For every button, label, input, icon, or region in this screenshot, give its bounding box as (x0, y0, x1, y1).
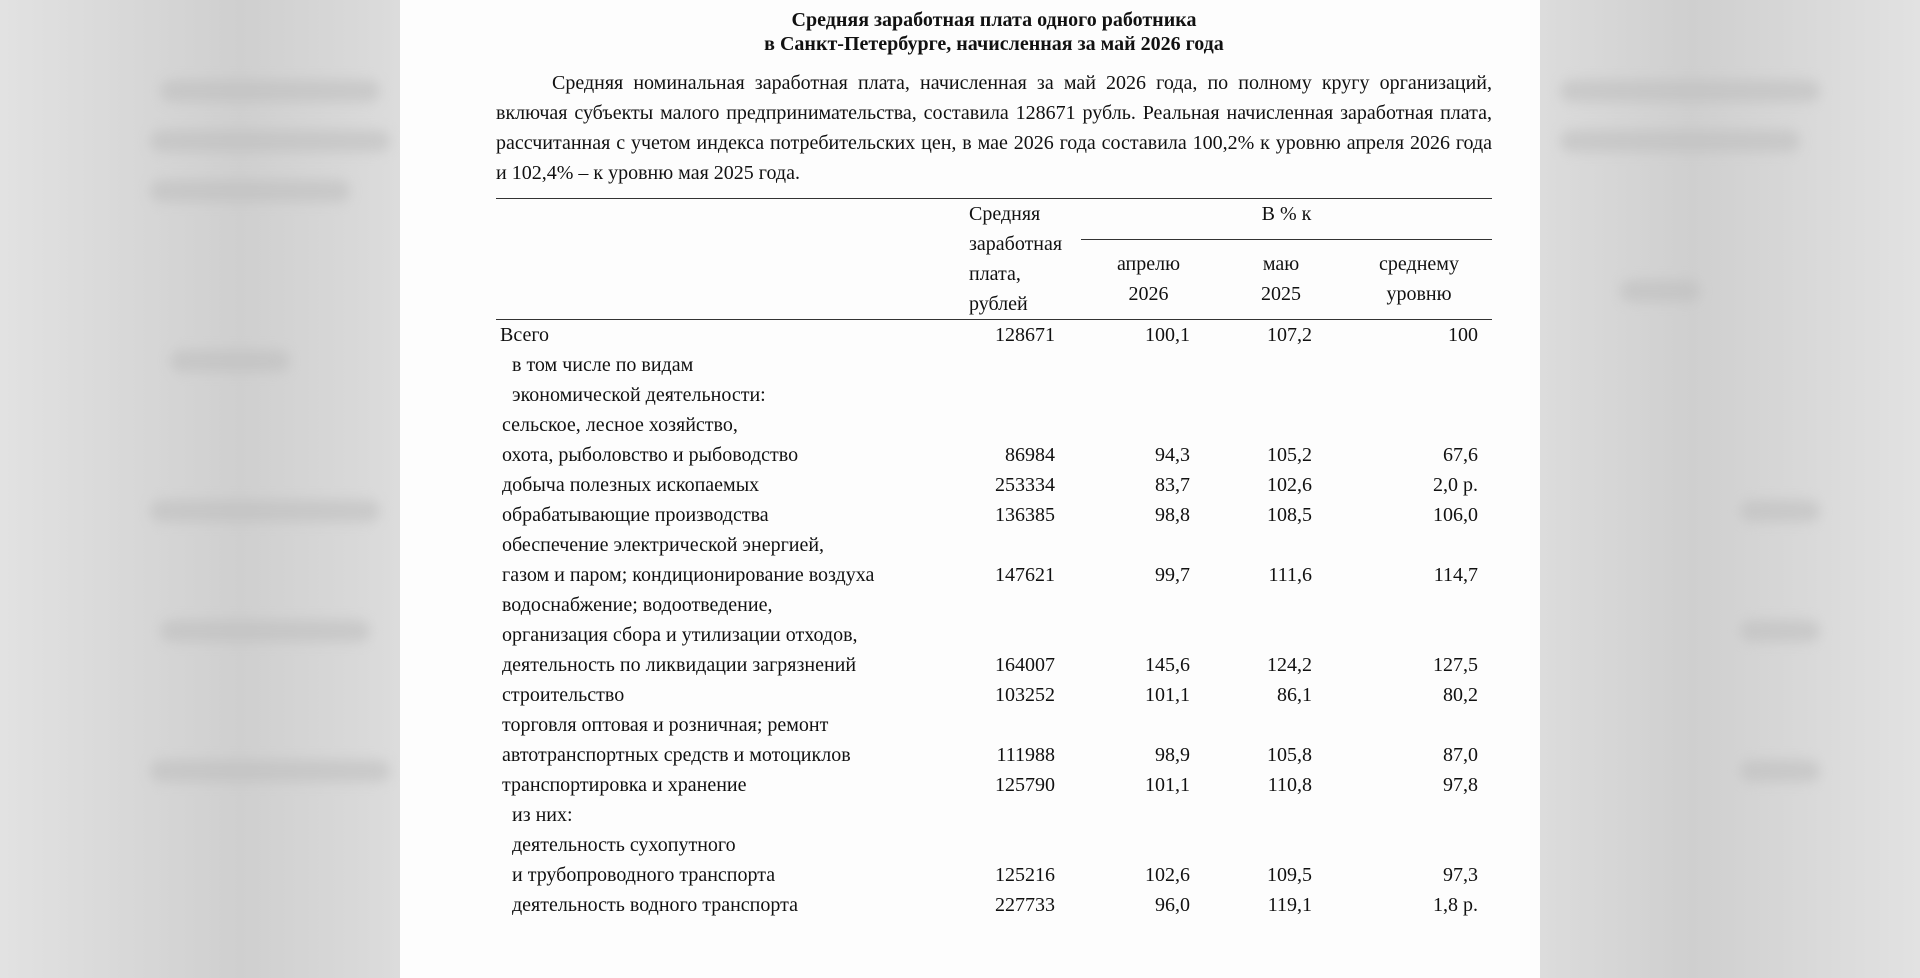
row-label (496, 500, 961, 530)
row-label (496, 410, 961, 470)
may-percent: 111,6 (1268, 564, 1312, 586)
table-row (496, 530, 1492, 590)
salary-value: 136385 (995, 504, 1055, 526)
title-line-2: в Санкт-Петербурге, начисленная за май 2026 года (764, 33, 1224, 55)
average-percent: 97,3 (1443, 864, 1478, 886)
salary-value: 86984 (1005, 444, 1055, 466)
row-label-line: охота, рыболовство и рыбоводство (502, 444, 799, 466)
document-page (400, 0, 1540, 978)
title-line-1: Средняя заработная плата одного работника (791, 9, 1197, 31)
header-average (1346, 239, 1492, 319)
may-percent: 124,2 (1267, 654, 1312, 676)
table-row (496, 890, 1492, 920)
table-row (496, 830, 1492, 890)
average-percent: 106,0 (1433, 504, 1478, 526)
row-label-line: добыча полезных ископаемых (502, 474, 760, 496)
row-label-line: и трубопроводного транспорта (512, 864, 776, 886)
header-average-line: уровню (1386, 283, 1452, 306)
salary-value: 128671 (995, 324, 1055, 346)
document-title (496, 8, 1492, 56)
april-percent: 145,6 (1145, 654, 1190, 676)
header-salary-line: плата, (969, 263, 1021, 285)
may-percent: 105,2 (1267, 444, 1312, 466)
header-may-line: маю (1262, 253, 1300, 276)
salary-value: 111988 (996, 744, 1055, 766)
may-percent: 102,6 (1267, 474, 1312, 496)
row-label (496, 590, 961, 680)
may-percent (1216, 350, 1346, 410)
average-percent: 114,7 (1433, 564, 1478, 586)
may-percent: 110,8 (1267, 774, 1312, 796)
row-label-line: обрабатывающие производства (502, 504, 769, 526)
average-percent: 80,2 (1443, 684, 1478, 706)
row-label-line: обеспечение электрической энергией, (502, 534, 825, 556)
table-row (496, 590, 1492, 680)
salary-value (961, 350, 1081, 410)
average-percent: 2,0 р. (1433, 474, 1478, 496)
table-row (496, 350, 1492, 410)
april-percent (1081, 350, 1216, 410)
row-label (496, 800, 961, 830)
row-label (496, 770, 961, 800)
april-percent: 98,9 (1155, 744, 1190, 766)
document-content (496, 8, 1492, 920)
may-percent: 86,1 (1277, 684, 1312, 706)
may-percent: 105,8 (1267, 744, 1312, 766)
header-salary-line: Средняя (969, 203, 1041, 225)
table-row (496, 800, 1492, 830)
header-may (1216, 239, 1346, 319)
april-percent: 96,0 (1155, 894, 1190, 916)
header-salary-line: рублей (969, 293, 1028, 315)
blurred-background-right (1540, 0, 1920, 978)
april-percent: 99,7 (1155, 564, 1190, 586)
row-label-line: Всего (500, 324, 550, 346)
header-empty-cell (496, 199, 961, 320)
header-april (1081, 239, 1216, 319)
average-percent: 100 (1448, 324, 1478, 346)
row-label (496, 530, 961, 590)
row-label-line: строительство (502, 684, 625, 706)
row-label-line: организация сбора и утилизации отходов, (502, 624, 858, 646)
may-percent: 108,5 (1267, 504, 1312, 526)
salary-value: 125216 (995, 864, 1055, 886)
average-percent (1346, 350, 1492, 410)
average-percent: 87,0 (1443, 744, 1478, 766)
header-salary (961, 199, 1081, 320)
blurred-background-left (0, 0, 400, 978)
may-percent: 107,2 (1267, 324, 1312, 346)
average-percent: 1,8 р. (1433, 894, 1478, 916)
row-label-line: автотранспортных средств и мотоциклов (502, 744, 851, 766)
table-row (496, 500, 1492, 530)
row-label (496, 890, 961, 920)
table-row (496, 710, 1492, 770)
average-percent: 127,5 (1433, 654, 1478, 676)
table-body (496, 320, 1492, 921)
header-april-line: апрелю (1116, 253, 1181, 276)
row-label (496, 680, 961, 710)
table-row (496, 680, 1492, 710)
april-percent (1081, 800, 1216, 830)
row-label-line: газом и паром; кондиционирование воздуха (502, 564, 875, 586)
row-label-line: деятельность водного транспорта (512, 894, 798, 916)
april-percent: 100,1 (1145, 324, 1190, 346)
salary-value: 164007 (995, 654, 1055, 676)
summary-paragraph: Средняя номинальная заработная плата, начисленная за май 2026 года, по полному кругу организаций, включая субъекты малого предпринимательства, составила 128671 рубль. Реальная начисленная заработная плата, рассчитанная с учетом индекса потребительских цен, в мае 2026 года составила 100,2% к уровню апреля 2026 года и 102,4% – к уровню мая 2025 года. (496, 72, 1492, 184)
salary-value: 227733 (995, 894, 1055, 916)
average-percent: 97,8 (1443, 774, 1478, 796)
salary-value: 125790 (995, 774, 1055, 796)
may-percent: 109,5 (1267, 864, 1312, 886)
row-label-line: сельское, лесное хозяйство, (502, 414, 738, 436)
may-percent: 119,1 (1267, 894, 1312, 916)
table-row (496, 320, 1492, 351)
table-header-row-1 (496, 199, 1492, 240)
average-percent (1346, 800, 1492, 830)
table-row (496, 470, 1492, 500)
row-label-line: деятельность сухопутного (512, 834, 736, 856)
header-april-line: 2026 (1128, 283, 1169, 306)
may-percent (1216, 800, 1346, 830)
table-row (496, 770, 1492, 800)
april-percent: 101,1 (1145, 684, 1190, 706)
row-label (496, 710, 961, 770)
row-label-line: в том числе по видам (512, 354, 694, 376)
row-label-line: из них: (512, 804, 573, 826)
april-percent: 98,8 (1155, 504, 1190, 526)
salary-value: 103252 (995, 684, 1055, 706)
row-label (496, 350, 961, 410)
salary-value (961, 800, 1081, 830)
table-row (496, 410, 1492, 470)
header-average-line: среднему (1379, 253, 1459, 276)
row-label-line: водоснабжение; водоотведение, (502, 594, 773, 616)
row-label (496, 830, 961, 890)
row-label-line: транспортировка и хранение (502, 774, 747, 796)
april-percent: 101,1 (1145, 774, 1190, 796)
salary-value: 147621 (995, 564, 1055, 586)
salary-value: 253334 (995, 474, 1055, 496)
april-percent: 102,6 (1145, 864, 1190, 886)
row-label (496, 470, 961, 500)
row-label-line: торговля оптовая и розничная; ремонт (502, 714, 829, 736)
header-percent-group: В % к (1081, 199, 1492, 240)
average-percent: 67,6 (1443, 444, 1478, 466)
row-label (496, 320, 961, 351)
april-percent: 94,3 (1155, 444, 1190, 466)
april-percent: 83,7 (1155, 474, 1190, 496)
row-label-line: экономической деятельности: (512, 384, 766, 406)
header-may-line: 2025 (1261, 283, 1301, 306)
row-label-line: деятельность по ликвидации загрязнений (502, 654, 857, 676)
salary-table (496, 198, 1492, 920)
header-salary-line: заработная (969, 233, 1063, 255)
